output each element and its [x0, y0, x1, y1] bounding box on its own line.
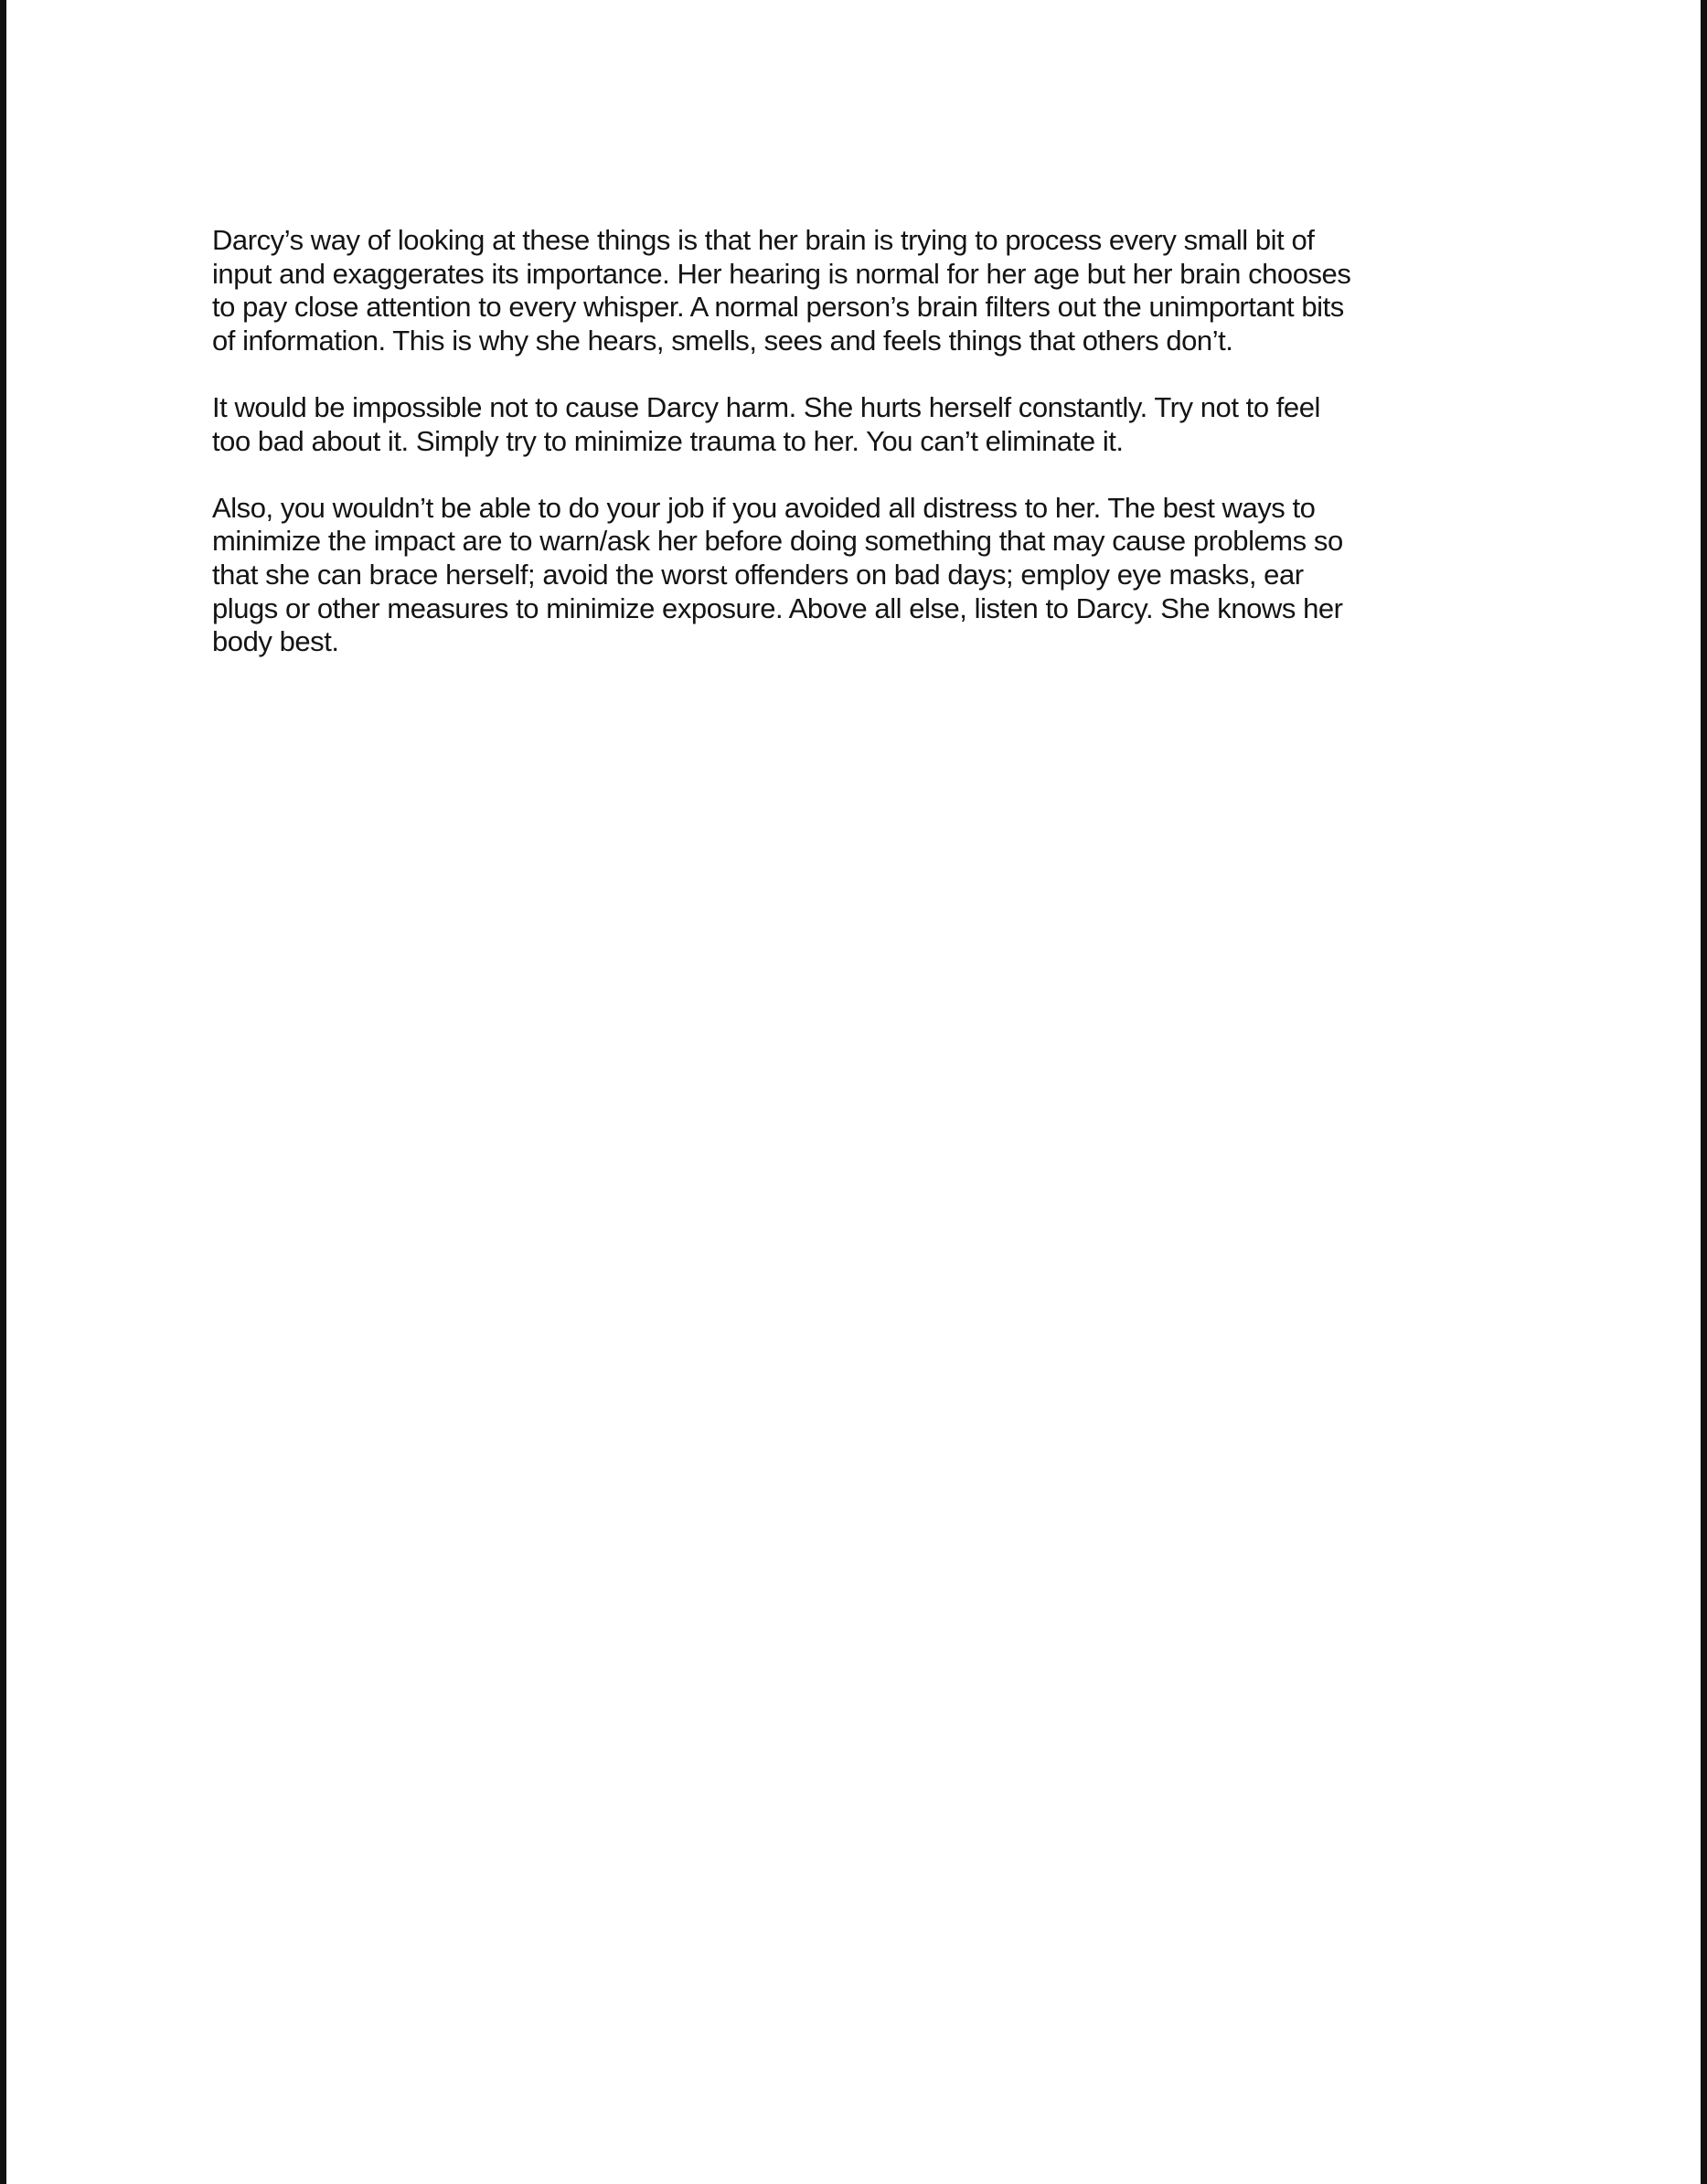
- paragraph-1: [212, 224, 1510, 357]
- text-line: body best.: [212, 625, 339, 658]
- text-line: It would be impossible not to cause Darcy harm. She hurts herself constantly. Try not to feel: [212, 390, 1320, 423]
- text-line: of information. This is why she hears, smells, sees and feels things that others don’t.: [212, 324, 1233, 357]
- paragraph-3: [212, 492, 1510, 659]
- scan-border-right: [1701, 0, 1707, 2184]
- text-line: too bad about it. Simply try to minimize trauma to her. You can’t eliminate it.: [212, 424, 1124, 457]
- text-line: that she can brace herself; avoid the worst offenders on bad days; employ eye masks, ear: [212, 558, 1304, 591]
- paragraph-2: [212, 391, 1510, 458]
- text-line: Also, you wouldn’t be able to do your job if you avoided all distress to her. The best ways to: [212, 491, 1316, 524]
- text-line: Darcy’s way of looking at these things is that her brain is trying to process every small bit of: [212, 224, 1315, 256]
- text-line: input and exaggerates its importance. Her hearing is normal for her age but her brain chooses: [212, 257, 1351, 290]
- text-line: plugs or other measures to minimize exposure. Above all else, listen to Darcy. She knows her: [212, 591, 1343, 624]
- document-body: [212, 224, 1510, 692]
- text-line: minimize the impact are to warn/ask her before doing something that may cause problems so: [212, 525, 1343, 558]
- text-line: to pay close attention to every whisper. A normal person’s brain filters out the unimportant bits: [212, 291, 1344, 324]
- scan-border-left: [0, 0, 6, 2184]
